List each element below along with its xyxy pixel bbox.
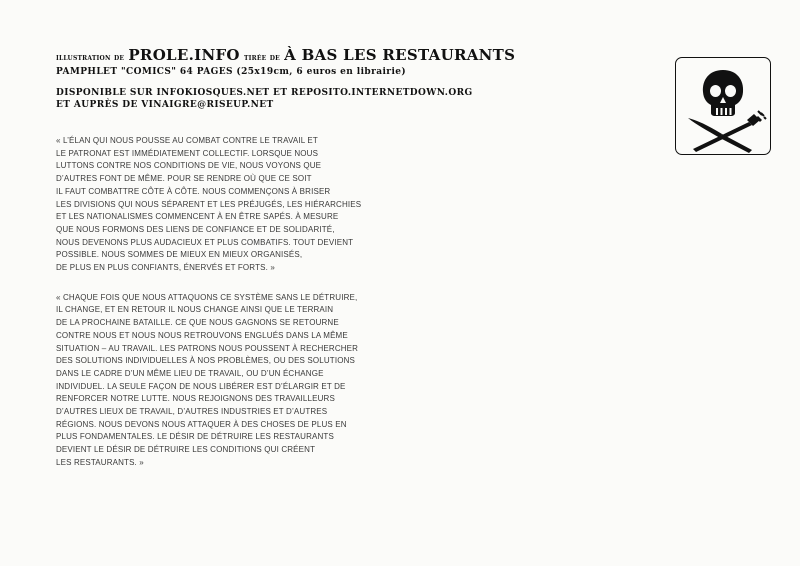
text-line: DE PLUS EN PLUS CONFIANTS, ÉNERVÉS ET FORTS. » [56,263,275,273]
text-line: SITUATION – AU TRAVAIL. LES PATRONS NOUS POUSSENT À RECHERCHER [56,343,359,353]
text-line: LES DIVISIONS QUI NOUS SÉPARENT ET LES PRÉJUGÉS, LES HIÉRARCHIES [56,199,362,209]
site-name: PROLE.INFO [128,46,240,64]
skull-icon [703,70,743,116]
text-line: LES RESTAURANTS. » [56,457,144,467]
text-line: D’AUTRES LIEUX DE TRAVAIL, D’AUTRES INDUSTRIES ET D’AUTRES [56,407,328,417]
text-line: IL CHANGE, ET EN RETOUR IL NOUS CHANGE AINSI QUE LE TERRAIN [56,305,334,315]
pamphlet-info: PAMPHLET "COMICS" 64 PAGES (25x19cm, 6 euros en librairie) [56,67,407,77]
availability-line: DISPONIBLE SUR INFOKIOSQUES.NET ET REPOSITO.INTERNETDOWN.ORG [56,88,473,98]
text-line: PLUS FONDAMENTALES. LE DÉSIR DE DÉTRUIRE LES RESTAURANTS [56,432,334,442]
quote-body [56,135,386,470]
text-line: DANS LE CADRE D’UN MÊME LIEU DE TRAVAIL, OU D’UN ÉCHANGE [56,368,324,378]
title-lead: illustration de [56,53,125,63]
quote-paragraph-1 [56,135,386,275]
text-line: DES SOLUTIONS INDIVIDUELLES À NOS PROBLÈMES, OU DES SOLUTIONS [56,356,355,366]
pamphlet-title: À BAS LES RESTAURANTS [284,46,516,64]
text-line: POSSIBLE. NOUS SOMMES DE MIEUX EN MIEUX ORGANISÉS, [56,250,303,260]
text-line: ET LES NATIONALISMES COMMENCENT À EN ÊTRE SAPÉS. À MESURE [56,212,339,222]
title-line [56,48,656,65]
text-line: INDIVIDUEL. LA SEULE FAÇON DE NOUS LIBÉRER EST D’ÉLARGIR ET DE [56,381,346,391]
quote-paragraph-2 [56,292,386,470]
fork-icon [693,111,766,152]
header [56,48,656,111]
logo-box [675,57,771,155]
text-line: LUTTONS CONTRE NOS CONDITIONS DE VIE, NOUS VOYONS QUE [56,161,322,171]
text-line: RÉGIONS. NOUS DEVONS NOUS ATTAQUER À DES CHOSES DE PLUS EN [56,419,347,429]
text-line: IL FAUT COMBATTRE CÔTE À CÔTE. NOUS COMMENÇONS À BRISER [56,186,331,196]
text-line: D’AUTRES FONT DE MÊME. POUR SE RENDRE OÙ QUE CE SOIT [56,174,312,184]
text-line: « L’ÉLAN QUI NOUS POUSSE AU COMBAT CONTRE LE TRAVAIL ET [56,136,318,145]
text-line: RENFORCER NOTRE LUTTE. NOUS REJOIGNONS DES TRAVAILLEURS [56,394,335,404]
title-mid: tirée de [244,53,280,63]
contact-line: ET AUPRÈS DE VINAIGRE@RISEUP.NET [56,100,274,110]
text-line: CONTRE NOUS ET NOUS NOUS RETROUVONS ENGLUÉS DANS LA MÊME [56,330,348,340]
text-line: LE PATRONAT EST IMMÉDIATEMENT COLLECTIF. LORSQUE NOUS [56,148,319,158]
skull-crossed-knife-fork-icon [676,58,770,154]
text-line: QUE NOUS FORMONS DES LIENS DE CONFIANCE ET DE SOLIDARITÉ, [56,224,335,234]
text-line: « CHAQUE FOIS QUE NOUS ATTAQUONS CE SYSTÈME SANS LE DÉTRUIRE, [56,292,358,302]
text-line: DEVIENT LE DÉSIR DE DÉTRUIRE LES CONDITIONS QUI CRÉENT [56,445,316,455]
text-line: NOUS DEVENONS PLUS AUDACIEUX ET PLUS COMBATIFS. TOUT DEVIENT [56,237,354,247]
text-line: DE LA PROCHAINE BATAILLE. CE QUE NOUS GAGNONS SE RETOURNE [56,318,339,328]
